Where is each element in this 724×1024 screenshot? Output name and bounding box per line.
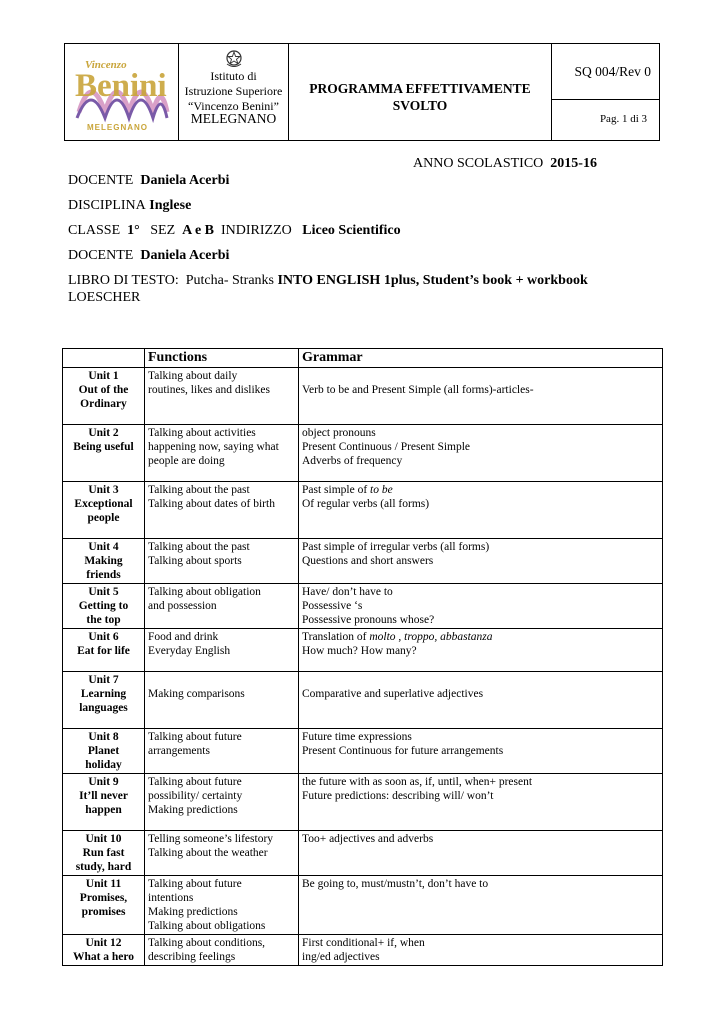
- grammar-cell-line: [302, 673, 659, 687]
- unit-cell-line: Unit 9: [88, 776, 119, 788]
- institute-city: MELEGNANO: [190, 111, 277, 126]
- functions-cell-line: Talking about the past: [148, 484, 250, 496]
- unit-cell-line: Unit 4: [88, 541, 119, 553]
- grammar-cell-line: Adverbs of frequency: [302, 455, 403, 467]
- functions-cell-line: Making predictions: [148, 804, 238, 816]
- functions-cell-line: Talking about activities: [148, 427, 256, 439]
- unit-cell: [63, 629, 145, 672]
- unit-cell: [63, 482, 145, 539]
- table-row: [63, 539, 663, 584]
- page-number: Pag. 1 di 3: [599, 113, 647, 125]
- publisher-line: [68, 290, 140, 306]
- track-value: Liceo Scientifico: [302, 223, 401, 238]
- grammar-cell: [299, 876, 663, 935]
- functions-cell-line: happening now, saying what: [148, 441, 279, 453]
- table-row: [63, 729, 663, 774]
- unit-cell-line: friends: [86, 569, 121, 581]
- grammar-cell: [299, 584, 663, 629]
- functions-cell-line: describing feelings: [148, 951, 236, 963]
- table-row: [63, 774, 663, 831]
- functions-cell: [145, 672, 299, 729]
- logo-text-top: Vincenzo: [85, 59, 127, 71]
- grammar-cell-line: Present Continuous / Present Simple: [302, 441, 471, 453]
- grammar-cell-line: [302, 369, 659, 383]
- textbook-authors: Putcha- Stranks: [185, 273, 274, 288]
- unit-cell: [63, 831, 145, 876]
- unit-cell-line: Run fast: [82, 847, 125, 859]
- teacher-label: DOCENTE: [68, 173, 134, 188]
- functions-cell-line: Talking about obligation: [148, 586, 261, 598]
- institute-cell: [179, 44, 289, 140]
- functions-cell-line: Making comparisons: [148, 688, 245, 700]
- header-unit: [63, 349, 145, 368]
- unit-cell: [63, 584, 145, 629]
- unit-cell-line: Unit 2: [88, 427, 119, 439]
- subject-value: Inglese: [149, 198, 192, 213]
- unit-cell-line: What a hero: [72, 951, 135, 963]
- grammar-cell-line: the future with as soon as, if, until, when+ present: [302, 776, 533, 788]
- unit-cell-line: Unit 3: [88, 484, 119, 496]
- functions-cell: [145, 729, 299, 774]
- grammar-cell-line: Have/ don’t have to: [302, 586, 393, 598]
- grammar-cell-line: How much? How many?: [302, 645, 417, 657]
- grammar-cell: [299, 368, 663, 425]
- grammar-cell-line: Present Continuous for future arrangements: [302, 745, 504, 757]
- grammar-cell-line: Possessive ‘s: [302, 600, 363, 612]
- school-year-value: 2015-16: [550, 156, 597, 171]
- functions-cell-line: intentions: [148, 892, 194, 904]
- grammar-cell-line: Past simple of to be: [302, 484, 393, 496]
- unit-cell-line: Promises,: [79, 892, 128, 904]
- institute-name: [179, 69, 288, 114]
- functions-cell-line: possibility/ certainty: [148, 790, 243, 802]
- functions-cell-line: Talking about obligations: [148, 920, 266, 932]
- grammar-cell-line: First conditional+ if, when: [302, 937, 425, 949]
- unit-cell: [63, 876, 145, 935]
- header-functions: Functions: [145, 349, 299, 368]
- table-body: [63, 368, 663, 966]
- document-code: SQ 004/Rev 0: [574, 64, 651, 79]
- functions-cell-line: Talking about conditions,: [148, 937, 266, 949]
- unit-cell-line: Unit 1: [88, 370, 119, 382]
- unit-cell: [63, 425, 145, 482]
- class-label: CLASSE: [68, 223, 121, 238]
- unit-cell-line: holiday: [85, 759, 122, 771]
- institute-line-3: “Vincenzo Benini”: [188, 99, 279, 113]
- table-header-row: [63, 349, 663, 368]
- functions-cell: [145, 774, 299, 831]
- institute-line-1: Istituto di: [210, 69, 257, 83]
- functions-cell-line: [148, 673, 295, 687]
- program-table: [62, 348, 663, 966]
- section-label: SEZ: [150, 223, 176, 238]
- header-grammar: Grammar: [299, 349, 663, 368]
- republic-emblem-icon: [225, 48, 243, 68]
- class-line: [68, 223, 401, 239]
- functions-cell-line: Talking about daily: [148, 370, 238, 382]
- unit-cell-line: happen: [85, 804, 122, 816]
- functions-cell-line: Telling someone’s lifestory: [148, 833, 274, 845]
- unit-cell-line: Being useful: [73, 441, 134, 453]
- grammar-cell: [299, 482, 663, 539]
- table-row: [63, 368, 663, 425]
- functions-cell: [145, 584, 299, 629]
- functions-cell-line: Talking about the past: [148, 541, 250, 553]
- unit-cell-line: Out of the: [78, 384, 129, 396]
- unit-cell-line: Unit 6: [88, 631, 119, 643]
- logo-text-bottom: MELEGNANO: [87, 123, 148, 132]
- textbook-line: [68, 273, 588, 289]
- table-row: [63, 672, 663, 729]
- document-header: [64, 43, 660, 141]
- functions-cell: [145, 935, 299, 966]
- unit-cell-line: Planet: [87, 745, 120, 757]
- grammar-cell-line: Future time expressions: [302, 731, 412, 743]
- teacher-label-2: DOCENTE: [68, 248, 134, 263]
- teacher-value: Daniela Acerbi: [140, 173, 230, 188]
- unit-cell-line: the top: [86, 614, 121, 626]
- logo-text-main: Benini: [75, 68, 167, 104]
- functions-cell-line: Talking about sports: [148, 555, 242, 567]
- institute-line-2: Istruzione Superiore: [184, 84, 283, 98]
- unit-cell-line: Learning: [80, 688, 127, 700]
- unit-cell-line: study, hard: [75, 861, 132, 873]
- textbook-title: INTO ENGLISH 1plus, Student’s book + workbook: [277, 273, 588, 288]
- revision-cell: [552, 44, 659, 140]
- table-row: [63, 482, 663, 539]
- grammar-cell: [299, 935, 663, 966]
- unit-cell: [63, 935, 145, 966]
- school-year-label: ANNO SCOLASTICO: [413, 156, 544, 171]
- unit-cell-line: languages: [79, 702, 128, 714]
- teacher-line: [68, 173, 229, 189]
- grammar-cell-line: Of regular verbs (all forms): [302, 498, 430, 510]
- class-value: 1°: [127, 223, 140, 238]
- functions-cell-line: Everyday English: [148, 645, 231, 657]
- subject-label: DISCIPLINA: [68, 198, 146, 213]
- grammar-cell-line: object pronouns: [302, 427, 376, 439]
- functions-cell: [145, 831, 299, 876]
- unit-cell-line: Unit 5: [88, 586, 119, 598]
- functions-cell-line: Talking about future: [148, 776, 242, 788]
- functions-cell: [145, 482, 299, 539]
- section-value: A e B: [182, 223, 215, 238]
- grammar-cell: [299, 729, 663, 774]
- school-year-line: [413, 156, 597, 172]
- functions-cell-line: Talking about dates of birth: [148, 498, 275, 510]
- grammar-cell: [299, 425, 663, 482]
- unit-cell-line: Unit 8: [88, 731, 119, 743]
- title-line-1: PROGRAMMA EFFETTIVAMENTE: [309, 81, 531, 96]
- unit-cell-line: Unit 11: [85, 878, 122, 890]
- grammar-cell-line: Be going to, must/mustn’t, don’t have to: [302, 878, 489, 890]
- functions-cell-line: Talking about future: [148, 731, 242, 743]
- unit-cell-line: It’ll never: [79, 790, 128, 802]
- functions-cell-line: Talking about future: [148, 878, 242, 890]
- grammar-cell-line: Translation of molto , troppo, abbastanza: [302, 631, 493, 643]
- grammar-cell-line: Questions and short answers: [302, 555, 434, 567]
- unit-cell-line: Unit 7: [88, 674, 119, 686]
- unit-cell-line: Unit 12: [85, 937, 122, 949]
- document-title: [289, 80, 551, 114]
- functions-cell-line: Making predictions: [148, 906, 238, 918]
- unit-cell-line: Exceptional: [74, 498, 133, 510]
- logo-cell: [65, 44, 179, 140]
- functions-cell: [145, 629, 299, 672]
- grammar-cell: [299, 774, 663, 831]
- functions-cell-line: people are doing: [148, 455, 225, 467]
- grammar-cell-line: Verb to be and Present Simple (all forms)-articles-: [302, 384, 534, 396]
- unit-cell: [63, 729, 145, 774]
- textbook-publisher: LOESCHER: [68, 290, 141, 305]
- functions-cell: [145, 368, 299, 425]
- grammar-cell: [299, 629, 663, 672]
- track-label: INDIRIZZO: [221, 223, 292, 238]
- unit-cell-line: Getting to: [78, 600, 129, 612]
- table-row: [63, 876, 663, 935]
- functions-cell: [145, 539, 299, 584]
- functions-cell-line: routines, likes and dislikes: [148, 384, 271, 396]
- subject-line: [68, 198, 191, 214]
- table-row: [63, 935, 663, 966]
- functions-cell-line: arrangements: [148, 745, 210, 757]
- table-row: [63, 629, 663, 672]
- grammar-cell-line: Possessive pronouns whose?: [302, 614, 435, 626]
- table-row: [63, 425, 663, 482]
- grammar-cell-line: Too+ adjectives and adverbs: [302, 833, 434, 845]
- functions-cell-line: and possession: [148, 600, 217, 612]
- unit-cell: [63, 539, 145, 584]
- grammar-cell-line: ing/ed adjectives: [302, 951, 380, 963]
- unit-cell-line: Ordinary: [80, 398, 127, 410]
- teacher-value-2: Daniela Acerbi: [140, 248, 230, 263]
- grammar-cell: [299, 672, 663, 729]
- grammar-cell-line: Comparative and superlative adjectives: [302, 688, 484, 700]
- teacher-line-2: [68, 248, 229, 264]
- unit-cell-line: Unit 10: [85, 833, 122, 845]
- functions-cell: [145, 876, 299, 935]
- functions-cell-line: Talking about the weather: [148, 847, 268, 859]
- functions-cell: [145, 425, 299, 482]
- unit-cell-line: people: [87, 512, 120, 524]
- school-logo: [71, 52, 171, 134]
- title-line-2: SVOLTO: [392, 98, 448, 113]
- table-row: [63, 584, 663, 629]
- unit-cell-line: Making: [84, 555, 123, 567]
- unit-cell: [63, 672, 145, 729]
- unit-cell-line: promises: [81, 906, 126, 918]
- unit-cell-line: Eat for life: [77, 645, 130, 657]
- grammar-cell-line: Future predictions: describing will/ won’t: [302, 790, 494, 802]
- grammar-cell-line: Past simple of irregular verbs (all forms): [302, 541, 490, 553]
- unit-cell: [63, 368, 145, 425]
- title-cell: [289, 44, 552, 140]
- table-row: [63, 831, 663, 876]
- grammar-cell: [299, 539, 663, 584]
- unit-cell: [63, 774, 145, 831]
- functions-cell-line: Food and drink: [148, 631, 219, 643]
- textbook-label: LIBRO DI TESTO:: [68, 273, 179, 288]
- grammar-cell: [299, 831, 663, 876]
